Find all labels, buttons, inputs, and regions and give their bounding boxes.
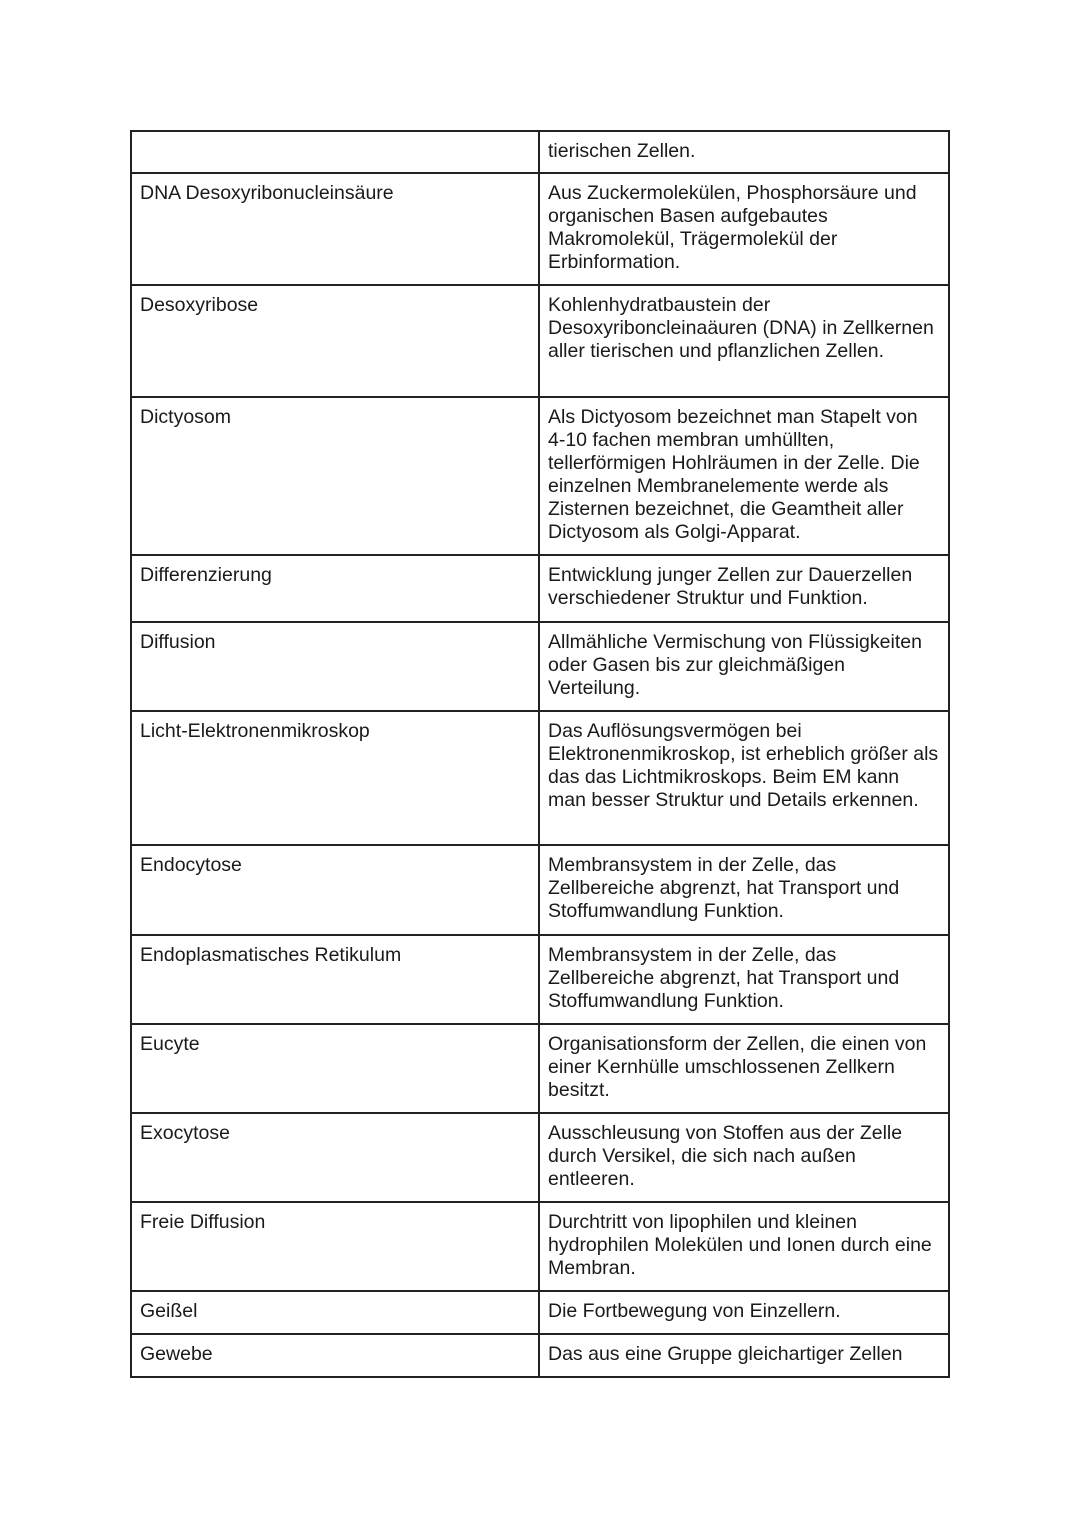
term-cell: Desoxyribose	[131, 285, 539, 397]
table-row	[131, 555, 949, 622]
table-row	[131, 1202, 949, 1291]
definition-cell: Membransystem in der Zelle, das Zellbereiche abgrenzt, hat Transport und Stoffumwandlung Funktion.	[539, 935, 949, 1024]
table-row	[131, 1291, 949, 1334]
table-row	[131, 845, 949, 935]
term-cell: Endocytose	[131, 845, 539, 935]
table-row	[131, 131, 949, 173]
glossary-body	[131, 131, 949, 1377]
definition-cell: Entwicklung junger Zellen zur Dauerzellen verschiedener Struktur und Funktion.	[539, 555, 949, 622]
term-cell: Eucyte	[131, 1024, 539, 1113]
definition-cell: Die Fortbewegung von Einzellern.	[539, 1291, 949, 1334]
definition-cell: Das aus eine Gruppe gleichartiger Zellen	[539, 1334, 949, 1377]
table-row	[131, 397, 949, 555]
definition-cell: Das Auflösungsvermögen bei Elektronenmikroskop, ist erheblich größer als das das Lichtmikroskops. Beim EM kann man besser Struktur und Details erkennen.	[539, 711, 949, 845]
table-row	[131, 1334, 949, 1377]
term-cell: Endoplasmatisches Retikulum	[131, 935, 539, 1024]
table-row	[131, 173, 949, 285]
term-cell: Geißel	[131, 1291, 539, 1334]
definition-cell: Organisationsform der Zellen, die einen von einer Kernhülle umschlossenen Zellkern besitzt.	[539, 1024, 949, 1113]
definition-cell: Aus Zuckermolekülen, Phosphorsäure und organischen Basen aufgebautes Makromolekül, Trägermolekül der Erbinformation.	[539, 173, 949, 285]
definition-cell: Als Dictyosom bezeichnet man Stapelt von 4-10 fachen membran umhüllten, tellerförmigen Hohlräumen in der Zelle. Die einzelnen Membranelemente werde als Zisternen bezeichnet, die Geamtheit aller Dictyosom als Golgi-Apparat.	[539, 397, 949, 555]
term-cell: Diffusion	[131, 622, 539, 711]
term-cell: Gewebe	[131, 1334, 539, 1377]
term-cell: Licht-Elektronenmikroskop	[131, 711, 539, 845]
term-cell	[131, 131, 539, 173]
definition-cell: Kohlenhydratbaustein der Desoxyriboncleinaäuren (DNA) in Zellkernen aller tierischen und pflanzlichen Zellen.	[539, 285, 949, 397]
glossary-table	[130, 130, 950, 1378]
definition-cell: Allmähliche Vermischung von Flüssigkeiten oder Gasen bis zur gleichmäßigen Verteilung.	[539, 622, 949, 711]
term-cell: Freie Diffusion	[131, 1202, 539, 1291]
table-row	[131, 622, 949, 711]
table-row	[131, 1024, 949, 1113]
definition-cell: tierischen Zellen.	[539, 131, 949, 173]
table-row	[131, 1113, 949, 1202]
term-cell: Dictyosom	[131, 397, 539, 555]
table-row	[131, 935, 949, 1024]
table-row	[131, 711, 949, 845]
term-cell: Exocytose	[131, 1113, 539, 1202]
definition-cell: Membransystem in der Zelle, das Zellbereiche abgrenzt, hat Transport und Stoffumwandlung Funktion.	[539, 845, 949, 935]
definition-cell: Ausschleusung von Stoffen aus der Zelle durch Versikel, die sich nach außen entleeren.	[539, 1113, 949, 1202]
table-row	[131, 285, 949, 397]
term-cell: Differenzierung	[131, 555, 539, 622]
term-cell: DNA Desoxyribonucleinsäure	[131, 173, 539, 285]
definition-cell: Durchtritt von lipophilen und kleinen hydrophilen Molekülen und Ionen durch eine Membran.	[539, 1202, 949, 1291]
